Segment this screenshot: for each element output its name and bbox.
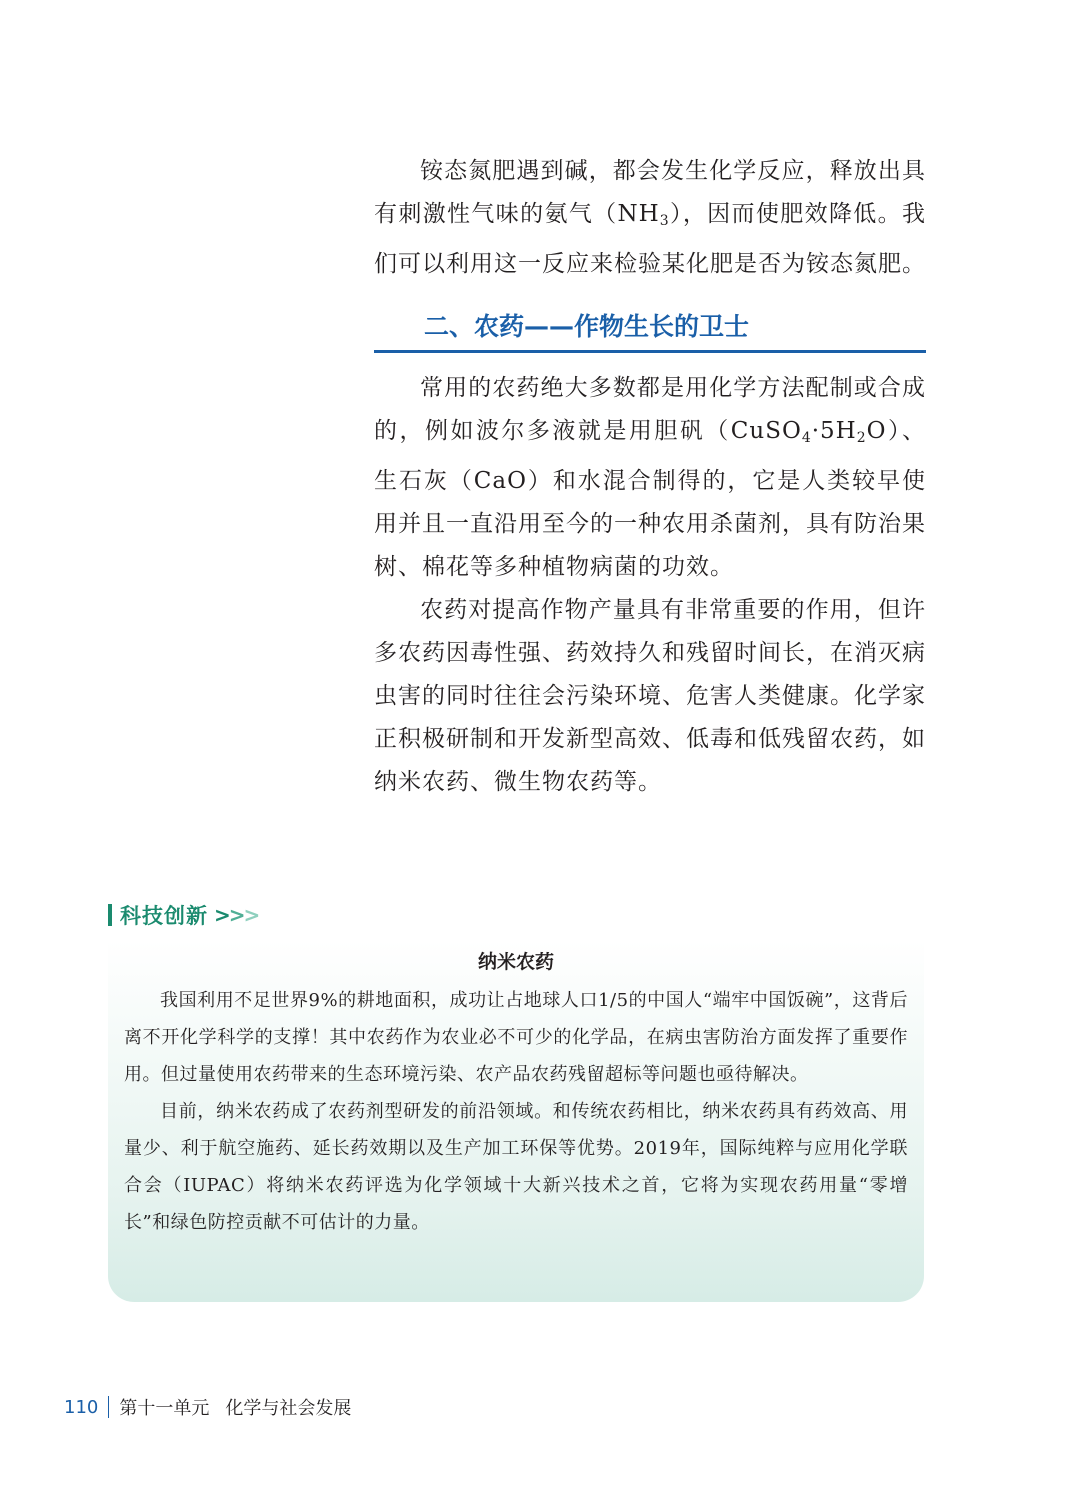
feature-box-label: 科技创新 bbox=[120, 904, 208, 928]
unit-title: 化学与社会发展 bbox=[225, 1398, 352, 1419]
chevron-right-icon: > > > bbox=[214, 903, 261, 927]
paragraph-pesticide-effects: 农药对提高作物产量具有非常重要的作用，但许多农药因毒性强、药效持久和残留时间长，在消灭病虫害的同时往往会污染环境、危害人类健康。化学家正积极研制和开发新型高效、低毒和低残留农药，如纳米农药、微生物农药等。 bbox=[374, 597, 926, 795]
main-column bbox=[374, 150, 926, 804]
feature-box-paragraph: 我国利用不足世界9%的耕地面积，成功让占地球人口1/5的中国人“端牢中国饭碗”，这背后离不开化学科学的支撑！其中农药作为农业必不可少的化学品，在病虫害防治方面发挥了重要作用。但过量使用农药带来的生态环境污染、农产品农药残留超标等问题也亟待解决。 bbox=[124, 990, 908, 1085]
feature-box-heading bbox=[108, 900, 261, 930]
section-title: 二、农药——作物生长的卫士 bbox=[374, 306, 926, 353]
feature-box-title: 纳米农药 bbox=[477, 951, 554, 973]
page-number: 110 bbox=[64, 1396, 99, 1418]
footer-divider bbox=[108, 1396, 109, 1418]
subscript: 4 bbox=[801, 430, 812, 446]
paragraph-bordeaux-mixture: 常用的农药绝大多数都是用化学方法配制或合成的，例如波尔多液就是用胆矾$(CuSO_4\cdot 5H_2O)$、生石灰（CaO）和水混合制得的，它是人类较早使用并且一直沿用至今的一种农用杀菌剂，具有防治果树、棉花等多种植物病菌的功效。 bbox=[374, 375, 926, 580]
heading-bar bbox=[108, 904, 112, 926]
feature-box bbox=[108, 940, 924, 1302]
subscript: 2 bbox=[856, 430, 867, 446]
subscript: 3 bbox=[659, 213, 670, 229]
unit-label: 第十一单元 bbox=[119, 1398, 210, 1419]
feature-box-paragraph: 目前，纳米农药成了农药剂型研发的前沿领域。和传统农药相比，纳米农药具有药效高、用量少、利于航空施药、延长药效期以及生产加工环保等优势。2019年，国际纯粹与应用化学联合会（IUPAC）将纳米农药评选为化学领域十大新兴技术之首，它将为实现农药用量“零增长”和绿色防控贡献不可估计的力量。 bbox=[124, 1101, 908, 1233]
page-footer bbox=[64, 1392, 351, 1422]
paragraph-ammonium-nitrogen: 铵态氮肥遇到碱，都会发生化学反应，释放出具有刺激性气味的氨气$(NH_3)$，因而使肥效降低。我们可以利用这一反应来检验某化肥是否为铵态氮肥。 bbox=[374, 158, 926, 277]
